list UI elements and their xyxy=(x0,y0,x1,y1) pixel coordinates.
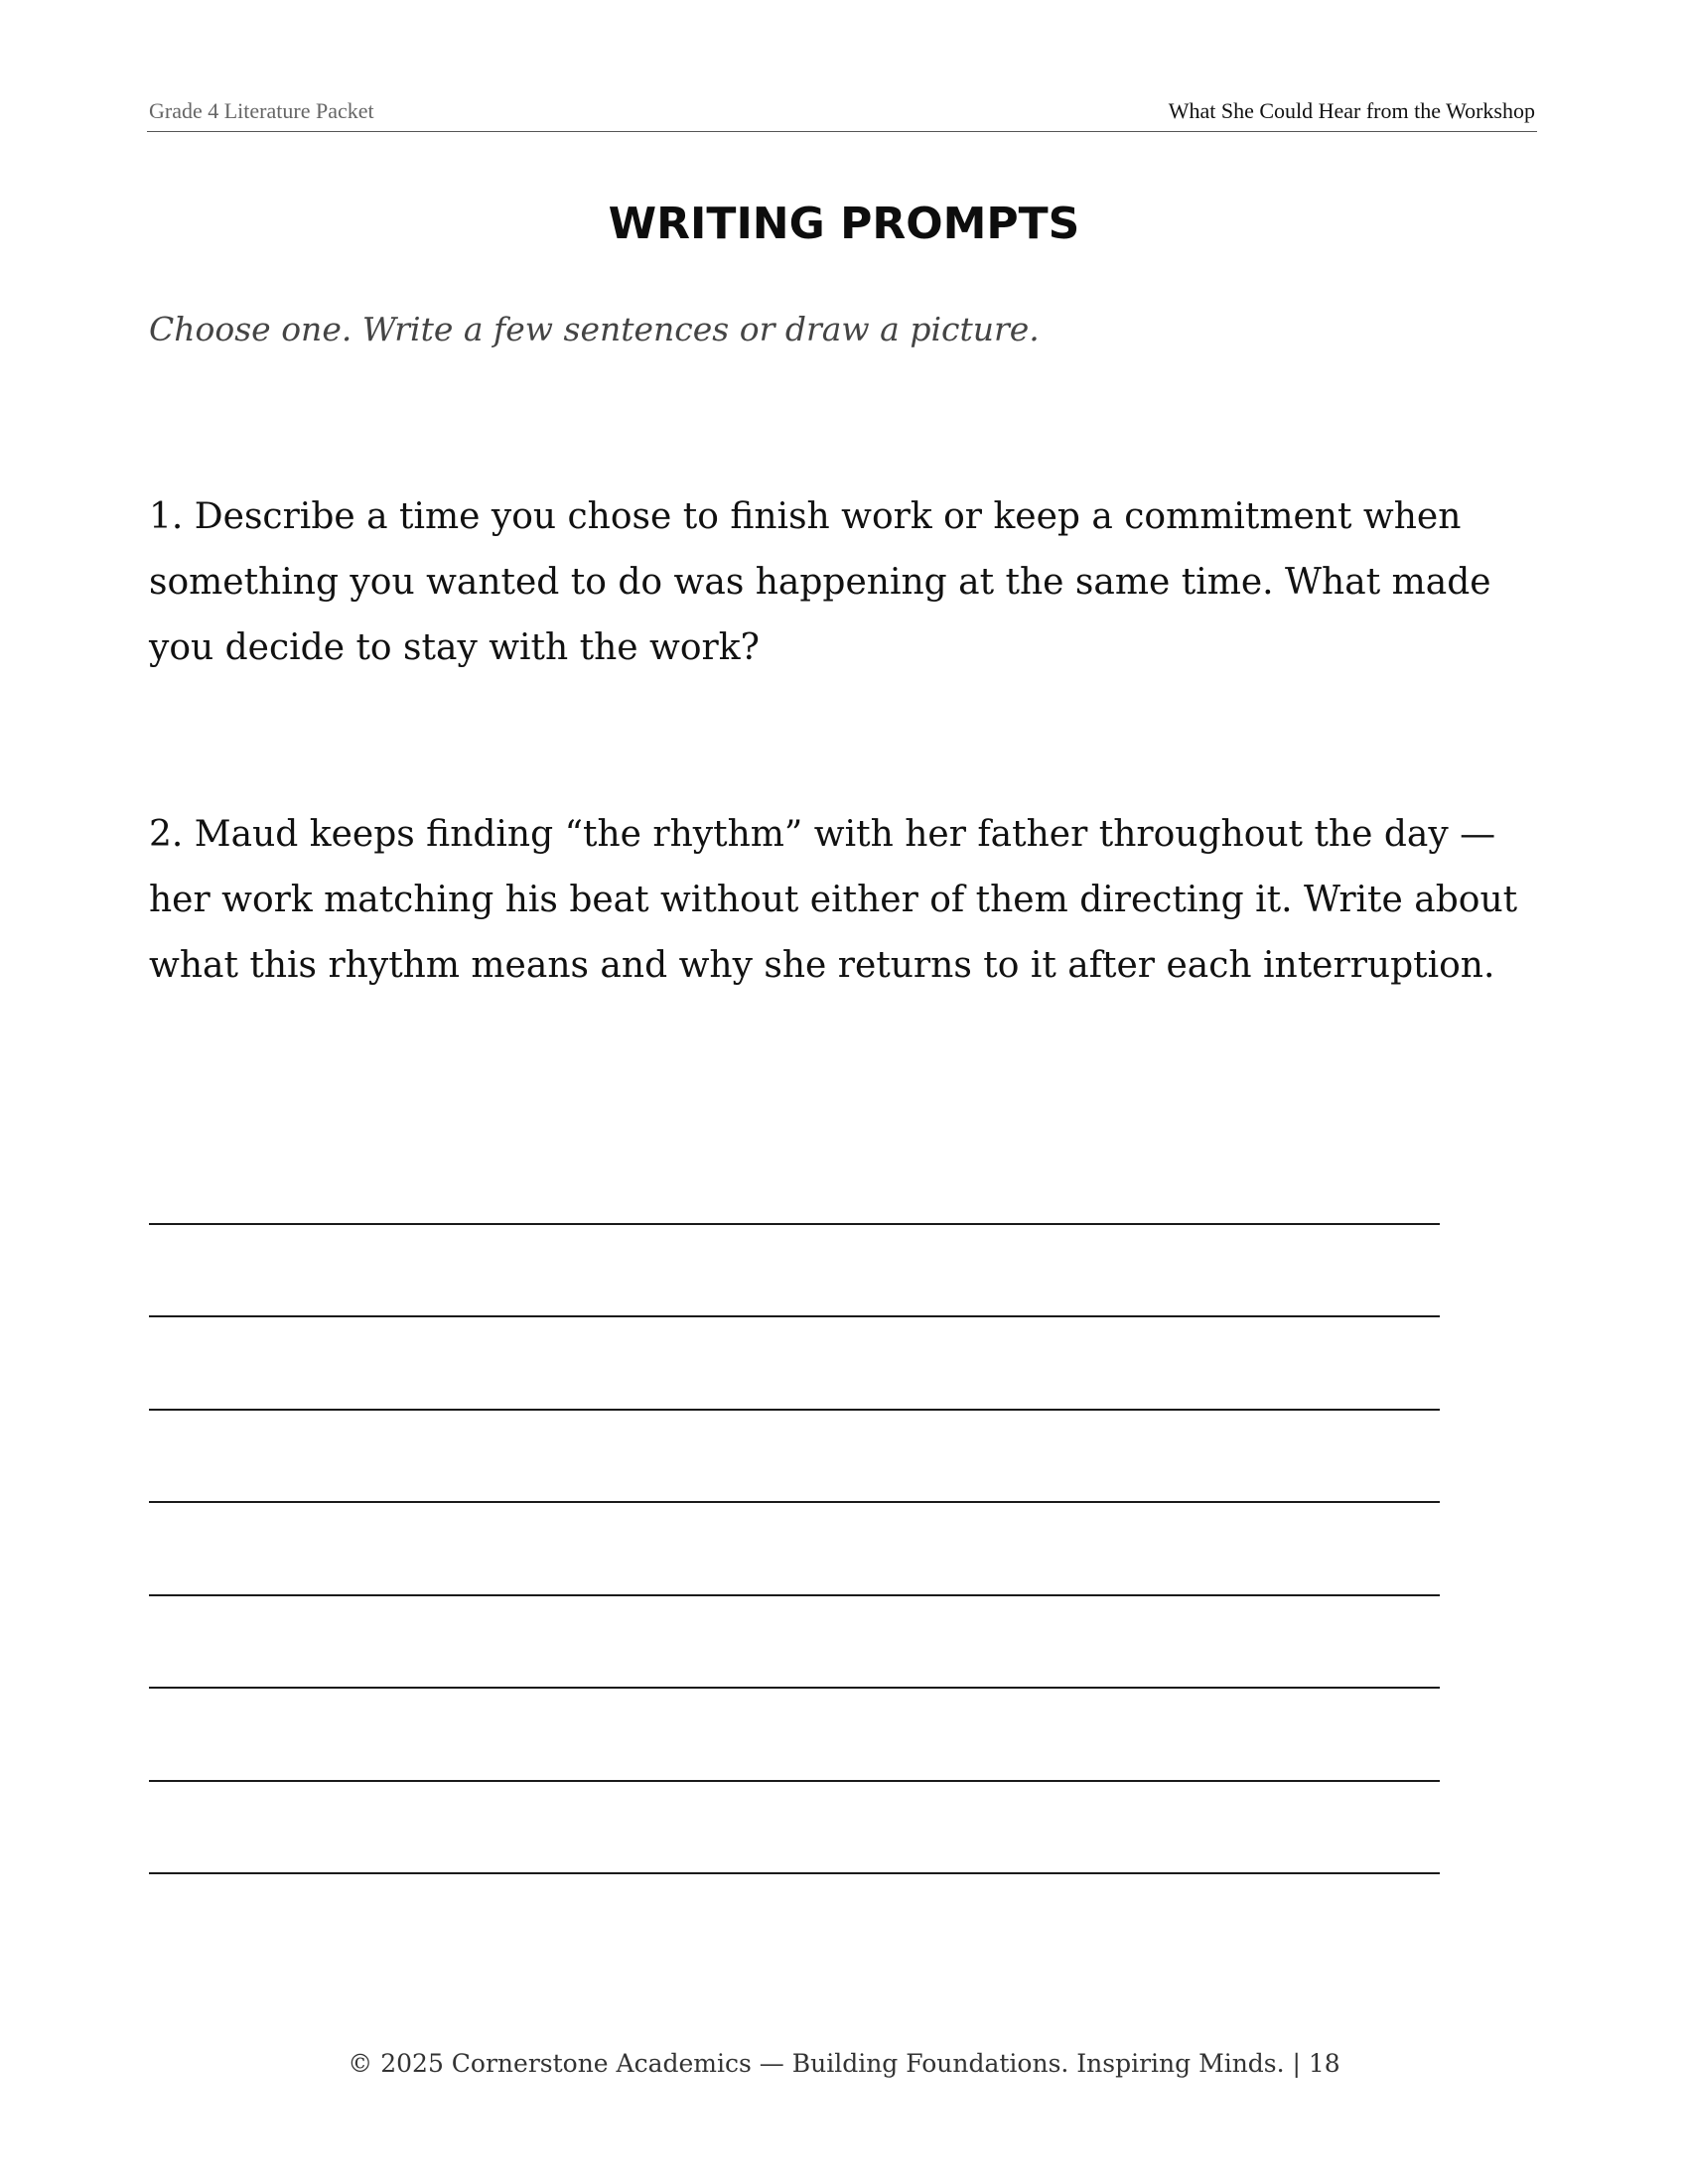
answer-line[interactable] xyxy=(149,1411,1440,1504)
page-footer: © 2025 Cornerstone Academics — Building Foundations. Inspiring Minds. | 18 xyxy=(348,2049,1340,2078)
instructions: Choose one. Write a few sentences or draw a picture. xyxy=(149,310,1040,348)
writing-prompt-2: 2. Maud keeps finding “the rhythm” with her father throughout the day — her work matching his beat without either of them directing it. Write about what this rhythm means and why she returns to it after each interruption. xyxy=(149,814,1518,986)
answer-line[interactable] xyxy=(149,1596,1440,1690)
header-packet-title: Grade 4 Literature Packet xyxy=(149,98,374,123)
header-story-title: What She Could Hear from the Workshop xyxy=(1168,98,1535,123)
page-title: WRITING PROMPTS xyxy=(608,199,1080,249)
answer-line[interactable] xyxy=(149,1317,1440,1411)
answer-line[interactable] xyxy=(149,1132,1440,1225)
answer-line[interactable] xyxy=(149,1689,1440,1782)
running-header xyxy=(147,95,1537,132)
answer-lines xyxy=(149,1132,1440,1874)
writing-prompt-1: 1. Describe a time you chose to finish work or keep a commitment when something you wanted to do was happening at the same time. What made you decide to stay with the work? xyxy=(149,496,1491,668)
answer-line[interactable] xyxy=(149,1225,1440,1318)
answer-line[interactable] xyxy=(149,1503,1440,1596)
answer-line[interactable] xyxy=(149,1782,1440,1875)
